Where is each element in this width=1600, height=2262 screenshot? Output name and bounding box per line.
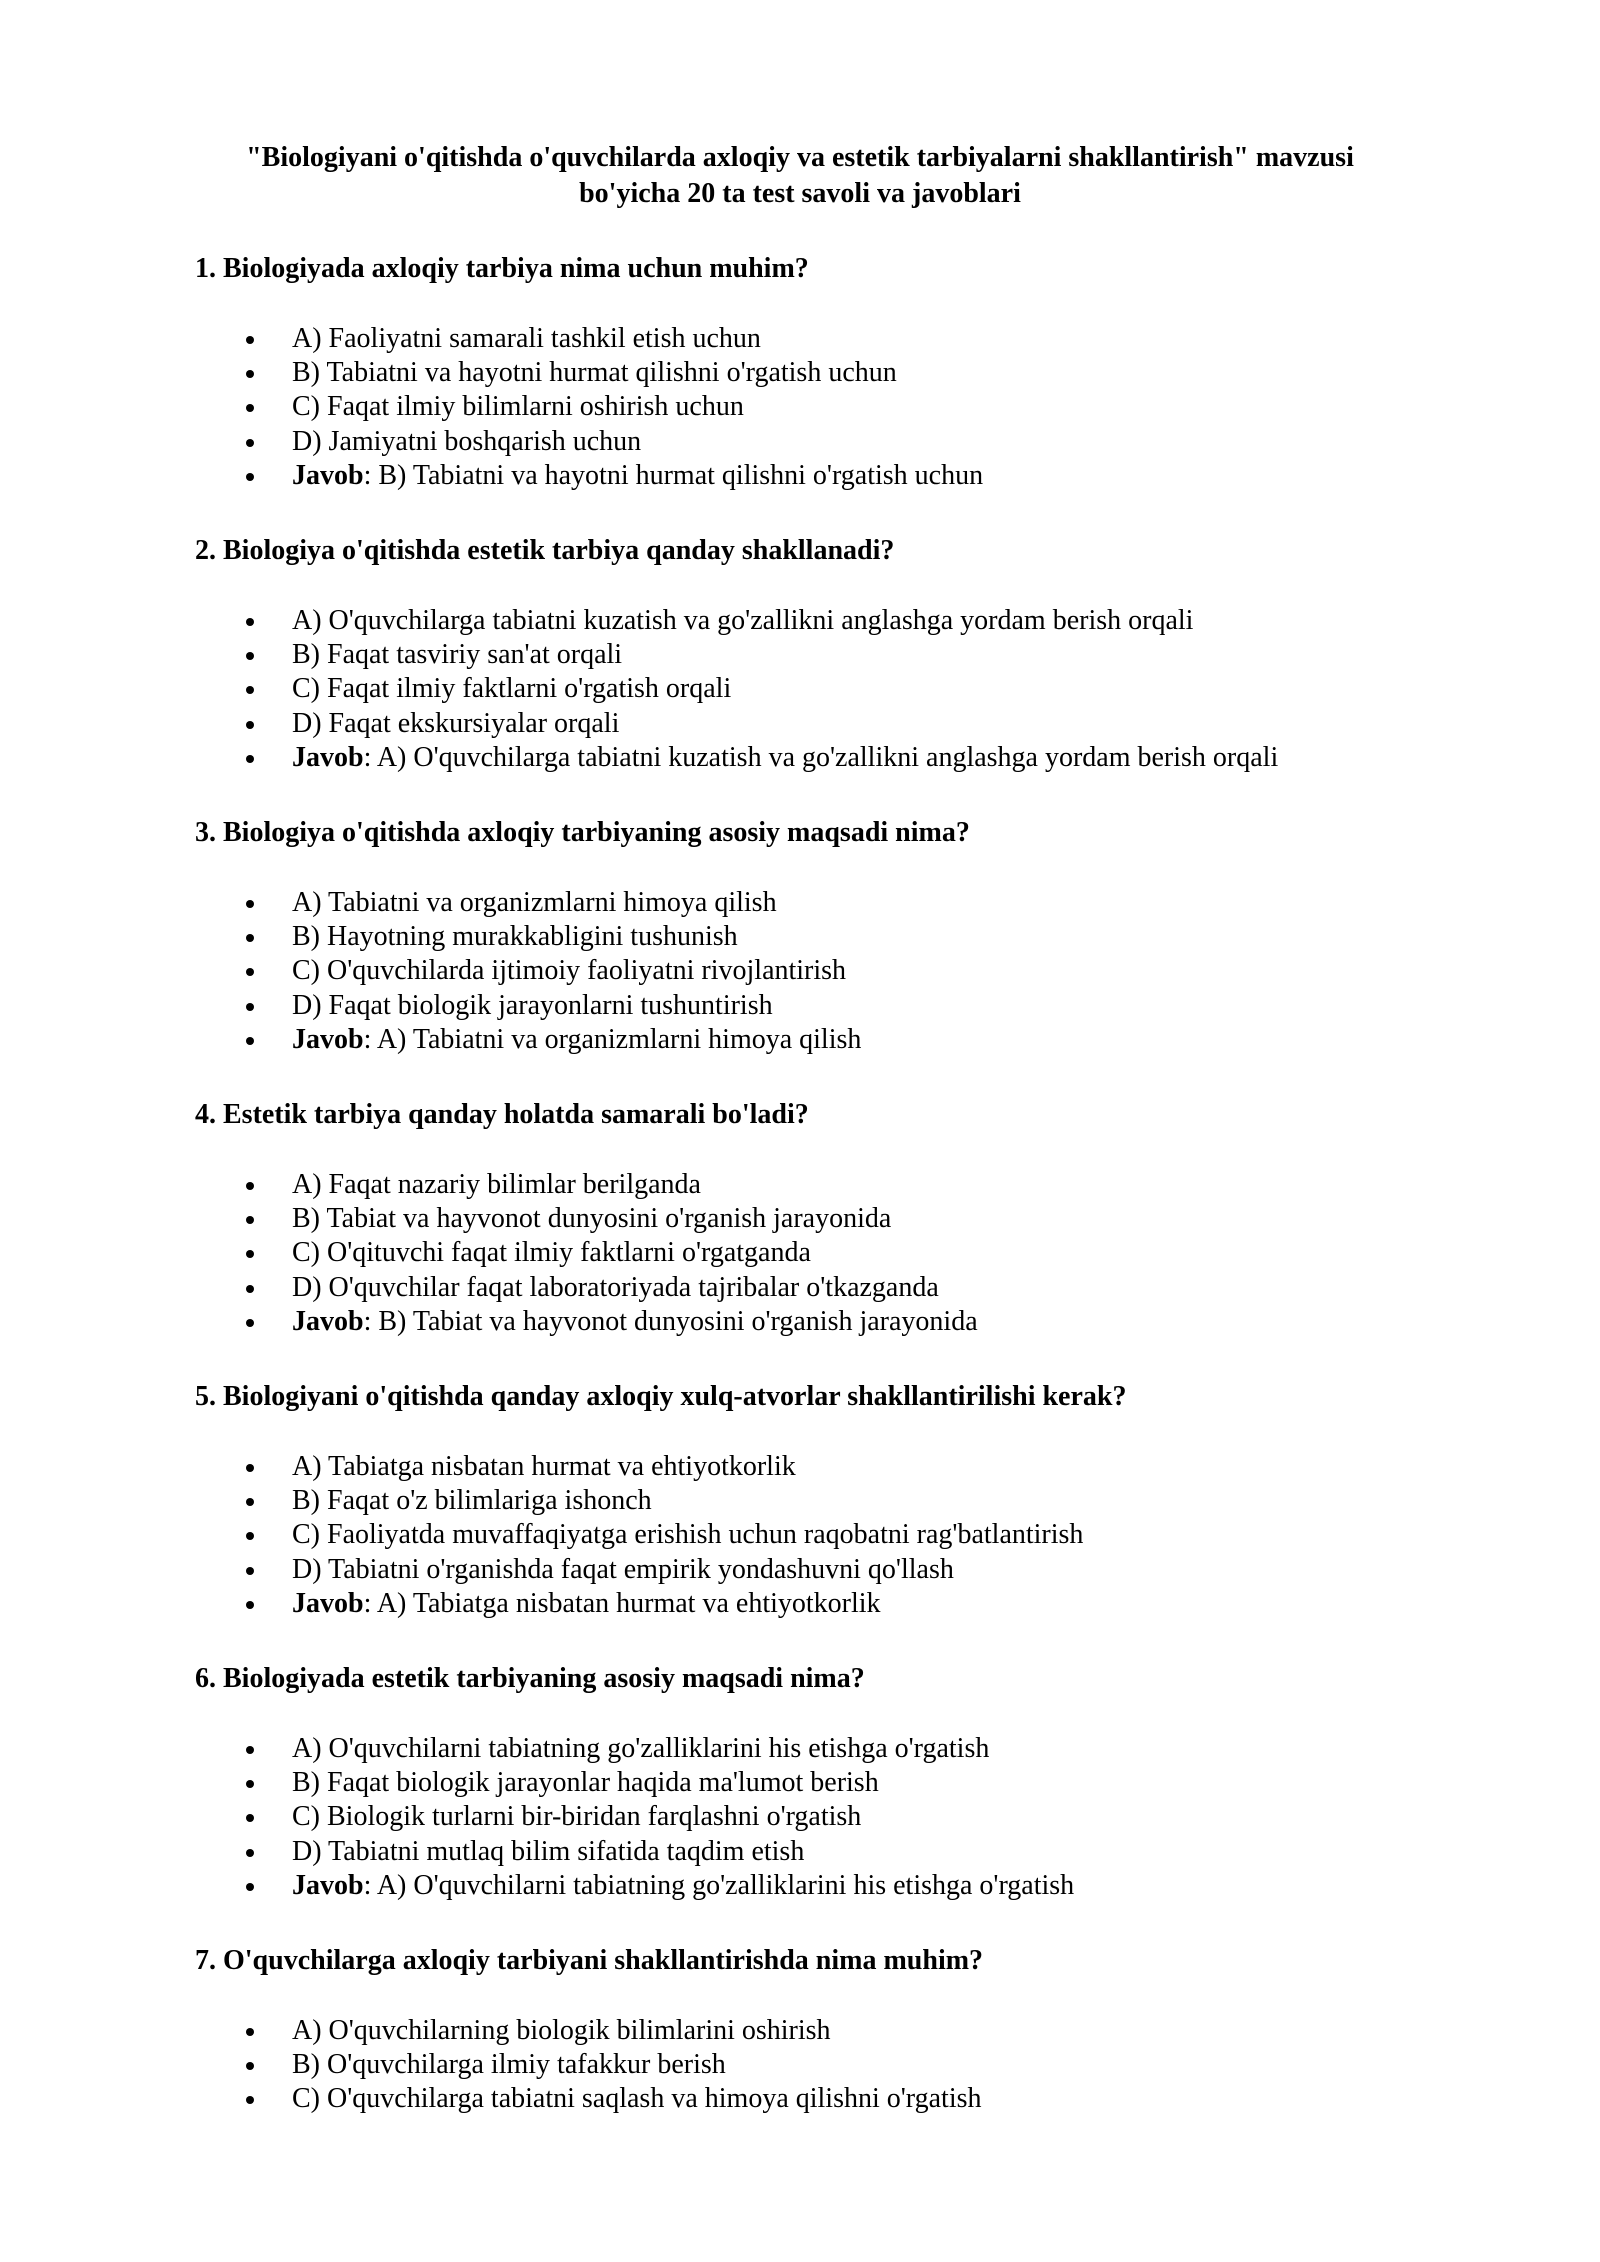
answer-item [195,1023,1445,1057]
answer-text: : A) Tabiatga nisbatan hurmat va ehtiyotkorlik [363,1587,881,1619]
answer-item [195,741,1445,775]
bullet-icon [246,1601,254,1609]
bullet-icon [246,755,254,763]
answer-text: : A) Tabiatni va organizmlarni himoya qilish [363,1023,862,1055]
question-5 [195,1380,1445,1621]
question-title: 1. Biologiyada axloqiy tarbiya nima uchun muhim? [195,253,809,284]
bullet-icon [246,968,254,976]
options-list [195,2014,1445,2117]
option-b: B) Hayotning murakkabligini tushunish [195,920,1445,954]
option-b: B) Faqat biologik jarayonlar haqida ma'lumot berish [195,1766,1445,1800]
answer-text: : B) Tabiat va hayvonot dunyosini o'rganish jarayonida [363,1305,978,1337]
answer-label: Javob [292,1305,364,1337]
question-4 [195,1098,1445,1339]
title-line-1: "Biologiyani o'qitishda o'quvchilarda axloqiy va estetik tarbiyalarni shakllantirish" mavzusi [246,142,1354,173]
option-a: A) O'quvchilarning biologik bilimlarini oshirish [195,2014,1445,2048]
options-list [195,886,1445,1057]
option-d: D) Tabiatni o'rganishda faqat empirik yondashuvni qo'llash [195,1553,1445,1587]
option-a: A) Tabiatni va organizmlarni himoya qilish [195,886,1445,920]
title-line-2: bo'yicha 20 ta test savoli va javoblari [579,178,1021,209]
question-title: 6. Biologiyada estetik tarbiyaning asosiy maqsadi nima? [195,1663,865,1694]
option-c: C) Faoliyatda muvaffaqiyatga erishish uchun raqobatni rag'batlantirish [195,1518,1445,1552]
bullet-icon [246,1498,254,1506]
bullet-icon [246,1849,254,1857]
bullet-icon [246,1567,254,1575]
answer-item [195,1869,1445,1903]
bullet-icon [246,473,254,481]
question-title: 2. Biologiya o'qitishda estetik tarbiya qanday shakllanadi? [195,535,895,566]
answer-label: Javob [292,459,364,491]
question-1 [195,252,1445,493]
question-7 [195,1944,1445,2117]
bullet-icon [246,1182,254,1190]
option-d: D) O'quvchilar faqat laboratoriyada tajribalar o'tkazganda [195,1271,1445,1305]
bullet-icon [246,1216,254,1224]
question-2 [195,534,1445,775]
answer-text: : A) O'quvchilarga tabiatni kuzatish va go'zallikni anglashga yordam berish orqali [363,741,1279,773]
answer-item [195,459,1445,493]
option-a: A) O'quvchilarni tabiatning go'zalliklarini his etishga o'rgatish [195,1732,1445,1766]
question-6 [195,1662,1445,1903]
answer-label: Javob [292,741,364,773]
bullet-icon [246,934,254,942]
options-list [195,1450,1445,1621]
option-d: D) Faqat ekskursiyalar orqali [195,707,1445,741]
bullet-icon [246,1532,254,1540]
option-b: B) O'quvchilarga ilmiy tafakkur berish [195,2048,1445,2082]
option-c: C) Biologik turlarni bir-biridan farqlashni o'rgatish [195,1800,1445,1834]
document-title [180,140,1420,212]
answer-label: Javob [292,1587,364,1619]
option-d: D) Jamiyatni boshqarish uchun [195,425,1445,459]
bullet-icon [246,2062,254,2070]
bullet-icon [246,1780,254,1788]
question-title: 4. Estetik tarbiya qanday holatda samarali bo'ladi? [195,1099,809,1130]
bullet-icon [246,1814,254,1822]
bullet-icon [246,336,254,344]
bullet-icon [246,2028,254,2036]
bullet-icon [246,686,254,694]
question-title: 3. Biologiya o'qitishda axloqiy tarbiyaning asosiy maqsadi nima? [195,817,970,848]
answer-text: : A) O'quvchilarni tabiatning go'zalliklarini his etishga o'rgatish [363,1869,1075,1901]
option-a: A) Faqat nazariy bilimlar berilganda [195,1168,1445,1202]
answer-label: Javob [292,1023,364,1055]
option-b: B) Tabiatni va hayotni hurmat qilishni o'rgatish uchun [195,356,1445,390]
bullet-icon [246,1285,254,1293]
options-list [195,322,1445,493]
bullet-icon [246,721,254,729]
option-b: B) Tabiat va hayvonot dunyosini o'rganish jarayonida [195,1202,1445,1236]
question-3 [195,816,1445,1057]
option-c: C) Faqat ilmiy bilimlarni oshirish uchun [195,390,1445,424]
bullet-icon [246,900,254,908]
option-d: D) Tabiatni mutlaq bilim sifatida taqdim etish [195,1835,1445,1869]
option-c: C) Faqat ilmiy faktlarni o'rgatish orqali [195,672,1445,706]
option-b: B) Faqat tasviriy san'at orqali [195,638,1445,672]
bullet-icon [246,1250,254,1258]
answer-text: : B) Tabiatni va hayotni hurmat qilishni o'rgatish uchun [363,459,984,491]
bullet-icon [246,618,254,626]
option-c: C) O'quvchilarda ijtimoiy faoliyatni rivojlantirish [195,954,1445,988]
question-title: 7. O'quvchilarga axloqiy tarbiyani shakllantirishda nima muhim? [195,1945,984,1976]
question-title: 5. Biologiyani o'qitishda qanday axloqiy xulq-atvorlar shakllantirilishi kerak? [195,1381,1127,1412]
option-a: A) Faoliyatni samarali tashkil etish uchun [195,322,1445,356]
bullet-icon [246,1319,254,1327]
options-list [195,604,1445,775]
option-c: C) O'qituvchi faqat ilmiy faktlarni o'rgatganda [195,1236,1445,1270]
option-d: D) Faqat biologik jarayonlarni tushuntirish [195,989,1445,1023]
bullet-icon [246,1037,254,1045]
option-a: A) O'quvchilarga tabiatni kuzatish va go'zallikni anglashga yordam berish orqali [195,604,1445,638]
bullet-icon [246,1464,254,1472]
bullet-icon [246,404,254,412]
options-list [195,1168,1445,1339]
bullet-icon [246,370,254,378]
bullet-icon [246,1883,254,1891]
answer-item [195,1587,1445,1621]
bullet-icon [246,652,254,660]
bullet-icon [246,439,254,447]
bullet-icon [246,2096,254,2104]
option-a: A) Tabiatga nisbatan hurmat va ehtiyotkorlik [195,1450,1445,1484]
option-b: B) Faqat o'z bilimlariga ishonch [195,1484,1445,1518]
answer-label: Javob [292,1869,364,1901]
bullet-icon [246,1746,254,1754]
options-list [195,1732,1445,1903]
answer-item [195,1305,1445,1339]
option-c: C) O'quvchilarga tabiatni saqlash va himoya qilishni o'rgatish [195,2082,1445,2116]
bullet-icon [246,1003,254,1011]
